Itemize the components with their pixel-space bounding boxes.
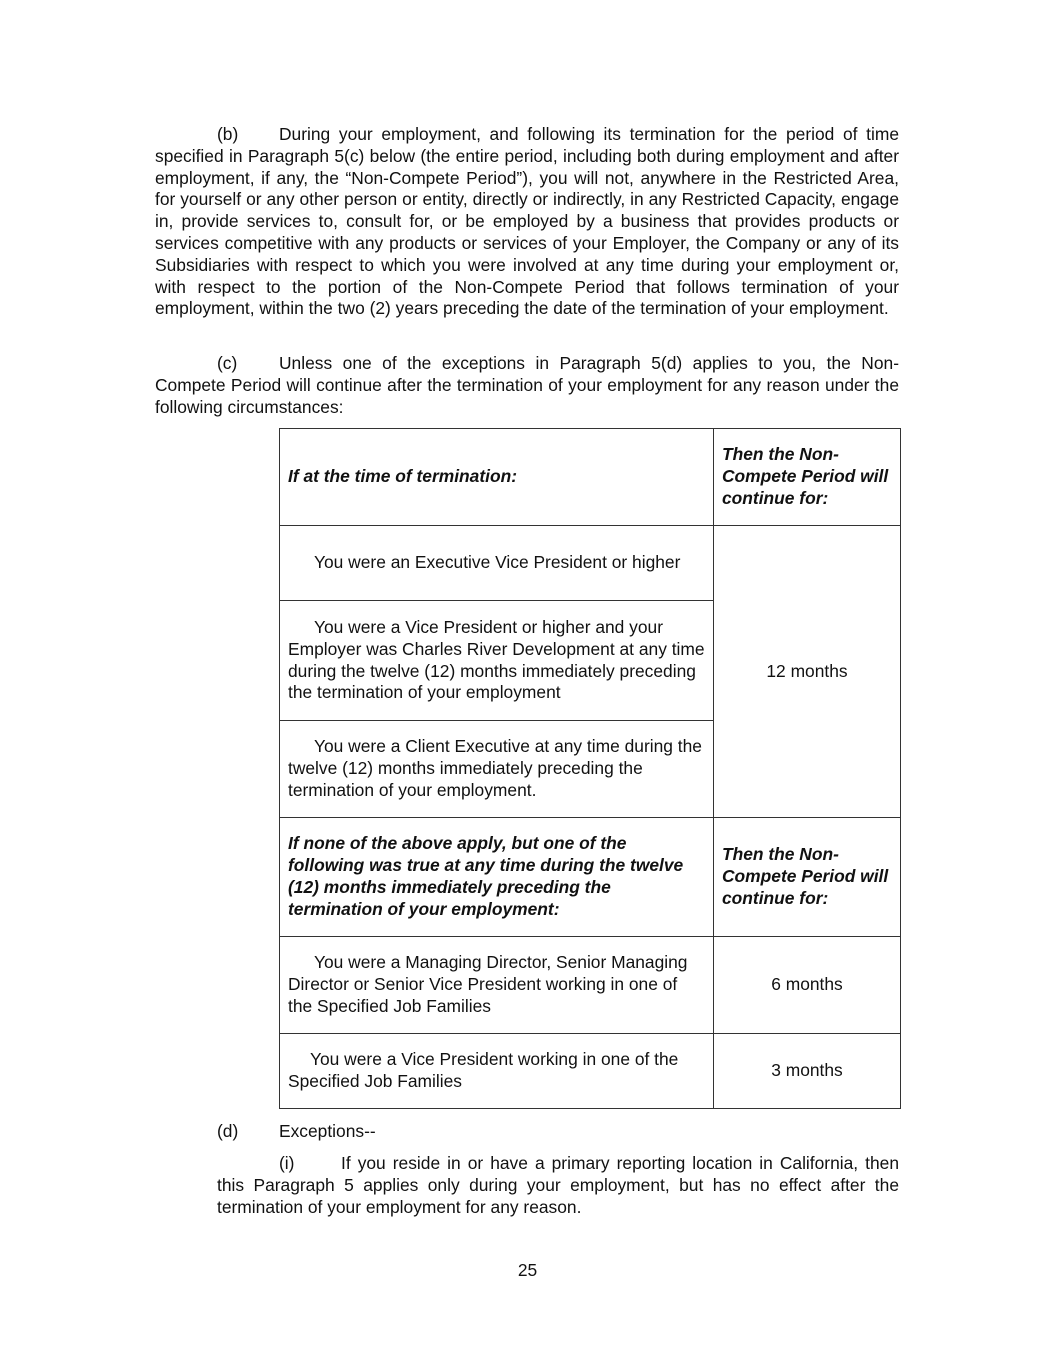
table-row bbox=[280, 1034, 901, 1109]
condition-text: You were a Vice President or higher and your Employer was Charles River Development at any time during the twelve (12) months immediately preceding the termination of your employment bbox=[288, 616, 705, 703]
table-row bbox=[280, 526, 901, 601]
page-number: 25 bbox=[517, 1260, 538, 1280]
header-condition-cell: If none of the above apply, but one of the following was true at any time during the twelve (12) months immediately preceding the termination of your employment: bbox=[280, 818, 714, 937]
condition-cell bbox=[280, 1034, 714, 1109]
header-period-cell: Then the Non-Compete Period will continue for: bbox=[714, 818, 901, 937]
condition-text: You were a Client Executive at any time during the twelve (12) months immediately preceding the termination of your employment. bbox=[288, 736, 702, 800]
condition-text: You were a Managing Director, Senior Managing Director or Senior Vice President working in one of the Specified Job Families bbox=[288, 952, 688, 1016]
header-condition-cell: If at the time of termination: bbox=[280, 429, 714, 526]
condition-cell bbox=[280, 937, 714, 1034]
paragraph-b-text: During your employment, and following its termination for the period of time specified in Paragraph 5(c) below (the entire period, including both during employment and after employment, if any, the “Non-Compete Period”), you will not, anywhere in the Restricted Area, for yourself or any other person or entity, directly or indirectly, in any Restricted Capacity, engage in, provide services to, consult for, or be employed by a business that provides products or services competitive with any products or services of your Employer, the Company or any of its Subsidiaries with respect to which you were involved at any time during your employment or, with respect to the portion of the Non-Compete Period that follows termination of your employment, within the two (2) years preceding the date of the termination of your employment. bbox=[155, 124, 899, 319]
paragraph-d-label: (d) bbox=[217, 1121, 239, 1141]
period-cell: 6 months bbox=[714, 937, 901, 1034]
non-compete-table bbox=[279, 428, 901, 1109]
paragraph-c-label: (c) bbox=[217, 353, 238, 373]
header-period-cell: Then the Non-Compete Period will continue for: bbox=[714, 429, 901, 526]
condition-cell bbox=[280, 721, 714, 818]
paragraph-c bbox=[155, 353, 899, 418]
paragraph-d-i-text: If you reside in or have a primary reporting location in California, then this Paragraph 5 applies only during your employment, but has no effect after the termination of your employment for any reason. bbox=[217, 1153, 899, 1217]
table-header-row bbox=[280, 818, 901, 937]
paragraph-b-label: (b) bbox=[217, 124, 239, 144]
period-cell: 12 months bbox=[714, 526, 901, 818]
paragraph-b bbox=[155, 124, 899, 320]
condition-text: You were an Executive Vice President or higher bbox=[314, 552, 681, 573]
condition-cell bbox=[280, 601, 714, 721]
paragraph-c-text: Unless one of the exceptions in Paragraph 5(d) applies to you, the Non-Compete Period will continue after the termination of your employment for any reason under the following circumstances: bbox=[155, 353, 899, 417]
table-header-row bbox=[280, 429, 901, 526]
condition-text: You were a Vice President working in one of the Specified Job Families bbox=[288, 1049, 679, 1091]
period-cell: 3 months bbox=[714, 1034, 901, 1109]
condition-cell bbox=[280, 526, 714, 601]
paragraph-d-title: Exceptions-- bbox=[279, 1121, 376, 1141]
paragraph-d-i-label: (i) bbox=[279, 1153, 295, 1173]
paragraph-d-i bbox=[217, 1153, 899, 1218]
table-row bbox=[280, 937, 901, 1034]
paragraph-d-heading bbox=[217, 1121, 376, 1143]
